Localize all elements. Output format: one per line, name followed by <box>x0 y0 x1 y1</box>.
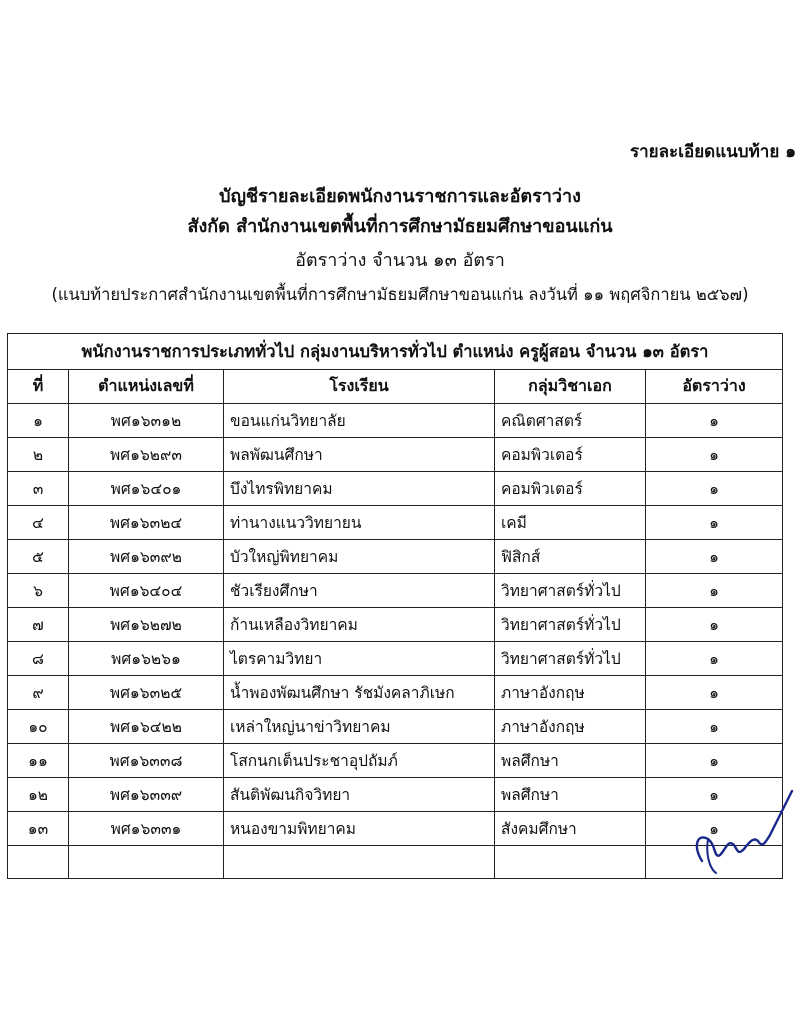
table-group-header: พนักงานราชการประเภททั่วไป กลุ่มงานบริหารทั่วไป ตำแหน่ง ครูผู้สอน จำนวน ๑๓ อัตรา <box>8 334 783 370</box>
position-number: พศ๑๖๓๙๒ <box>69 540 224 574</box>
subject-major: พลศึกษา <box>495 778 646 812</box>
column-header-subject: กลุ่มวิชาเอก <box>495 370 646 404</box>
vacancy-count: ๑ <box>646 506 783 540</box>
subject-major: วิทยาศาสตร์ทั่วไป <box>495 642 646 676</box>
row-number: ๗ <box>8 608 69 642</box>
school-name: โสกนกเต็นประชาอุปถัมภ์ <box>224 744 495 778</box>
row-number: ๑๐ <box>8 710 69 744</box>
announcement-reference: (แนบท้ายประกาศสำนักงานเขตพื้นที่การศึกษามัธยมศึกษาขอนแก่น ลงวันที่ ๑๑ พฤศจิกายน ๒๕๖๗) <box>51 285 749 304</box>
attachment-label: รายละเอียดแนบท้าย ๑ <box>630 142 796 162</box>
table-row <box>8 404 783 438</box>
table-row <box>8 812 783 846</box>
row-number: ๑๓ <box>8 812 69 846</box>
table-row <box>8 744 783 778</box>
position-number: พศ๑๖๓๓๑ <box>69 812 224 846</box>
vacancy-count: ๑ <box>646 812 783 846</box>
position-number: พศ๑๖๒๖๑ <box>69 642 224 676</box>
row-number: ๕ <box>8 540 69 574</box>
row-number: ๑ <box>8 404 69 438</box>
subject-major: วิทยาศาสตร์ทั่วไป <box>495 608 646 642</box>
document-subtitle: สังกัด สำนักงานเขตพื้นที่การศึกษามัธยมศึกษาขอนแก่น <box>187 216 613 237</box>
row-number: ๑๑ <box>8 744 69 778</box>
table-row <box>8 540 783 574</box>
vacancy-count: ๑ <box>646 710 783 744</box>
school-name: ชัวเรียงศึกษา <box>224 574 495 608</box>
vacancy-count: ๑ <box>646 438 783 472</box>
document-title: บัญชีรายละเอียดพนักงานราชการและอัตราว่าง <box>219 186 581 207</box>
row-number: ๓ <box>8 472 69 506</box>
subject-major: พลศึกษา <box>495 744 646 778</box>
vacancy-count: ๑ <box>646 608 783 642</box>
school-name: ก้านเหลืองวิทยาคม <box>224 608 495 642</box>
subject-major: สังคมศึกษา <box>495 812 646 846</box>
row-number: ๖ <box>8 574 69 608</box>
row-number: ๔ <box>8 506 69 540</box>
school-name: บัวใหญ่พิทยาคม <box>224 540 495 574</box>
row-number: ๙ <box>8 676 69 710</box>
position-number: พศ๑๖๒๗๒ <box>69 608 224 642</box>
school-name: เหล่าใหญ่นาข่าวิทยาคม <box>224 710 495 744</box>
subject-major: คณิตศาสตร์ <box>495 404 646 438</box>
subject-major: คอมพิวเตอร์ <box>495 438 646 472</box>
table-row <box>8 438 783 472</box>
vacancy-count: ๑ <box>646 540 783 574</box>
vacancy-table <box>7 333 783 879</box>
table-row <box>8 608 783 642</box>
vacancy-count: ๑ <box>646 574 783 608</box>
vacancy-count: ๑ <box>646 778 783 812</box>
school-name: ขอนแก่นวิทยาลัย <box>224 404 495 438</box>
position-number: พศ๑๖๓๓๘ <box>69 744 224 778</box>
table-row <box>8 710 783 744</box>
row-number: ๒ <box>8 438 69 472</box>
school-name: บึงไทรพิทยาคม <box>224 472 495 506</box>
table-row-blank <box>8 846 783 879</box>
position-number: พศ๑๖๓๓๙ <box>69 778 224 812</box>
vacancy-count: ๑ <box>646 404 783 438</box>
subject-major: เคมี <box>495 506 646 540</box>
column-header-vacancy: อัตราว่าง <box>646 370 783 404</box>
position-number: พศ๑๖๔๐๔ <box>69 574 224 608</box>
blank-cell <box>69 846 224 879</box>
school-name: หนองขามพิทยาคม <box>224 812 495 846</box>
row-number: ๘ <box>8 642 69 676</box>
school-name: พลพัฒนศึกษา <box>224 438 495 472</box>
column-header-position: ตำแหน่งเลขที่ <box>69 370 224 404</box>
vacancy-count: ๑ <box>646 676 783 710</box>
position-number: พศ๑๖๓๒๕ <box>69 676 224 710</box>
vacancy-count: ๑ <box>646 744 783 778</box>
position-number: พศ๑๖๒๙๓ <box>69 438 224 472</box>
subject-major: ฟิสิกส์ <box>495 540 646 574</box>
school-name: ไตรคามวิทยา <box>224 642 495 676</box>
column-header-school: โรงเรียน <box>224 370 495 404</box>
table-row <box>8 778 783 812</box>
table-row <box>8 676 783 710</box>
vacancy-count: ๑ <box>646 472 783 506</box>
table-row <box>8 574 783 608</box>
subject-major: ภาษาอังกฤษ <box>495 676 646 710</box>
column-header-no: ที่ <box>8 370 69 404</box>
position-number: พศ๑๖๓๒๔ <box>69 506 224 540</box>
blank-cell <box>8 846 69 879</box>
table-row <box>8 472 783 506</box>
blank-cell <box>495 846 646 879</box>
subject-major: วิทยาศาสตร์ทั่วไป <box>495 574 646 608</box>
school-name: สันติพัฒนกิจวิทยา <box>224 778 495 812</box>
school-name: น้ำพองพัฒนศึกษา รัชมังคลาภิเษก <box>224 676 495 710</box>
subject-major: คอมพิวเตอร์ <box>495 472 646 506</box>
school-name: ท่านางแนววิทยายน <box>224 506 495 540</box>
table-row <box>8 506 783 540</box>
position-number: พศ๑๖๓๑๒ <box>69 404 224 438</box>
table-row <box>8 642 783 676</box>
position-number: พศ๑๖๔๒๒ <box>69 710 224 744</box>
vacancy-count-line: อัตราว่าง จำนวน ๑๓ อัตรา <box>295 250 505 271</box>
row-number: ๑๒ <box>8 778 69 812</box>
subject-major: ภาษาอังกฤษ <box>495 710 646 744</box>
blank-cell <box>224 846 495 879</box>
handwritten-signature-icon <box>690 775 794 885</box>
position-number: พศ๑๖๔๐๑ <box>69 472 224 506</box>
vacancy-count: ๑ <box>646 642 783 676</box>
